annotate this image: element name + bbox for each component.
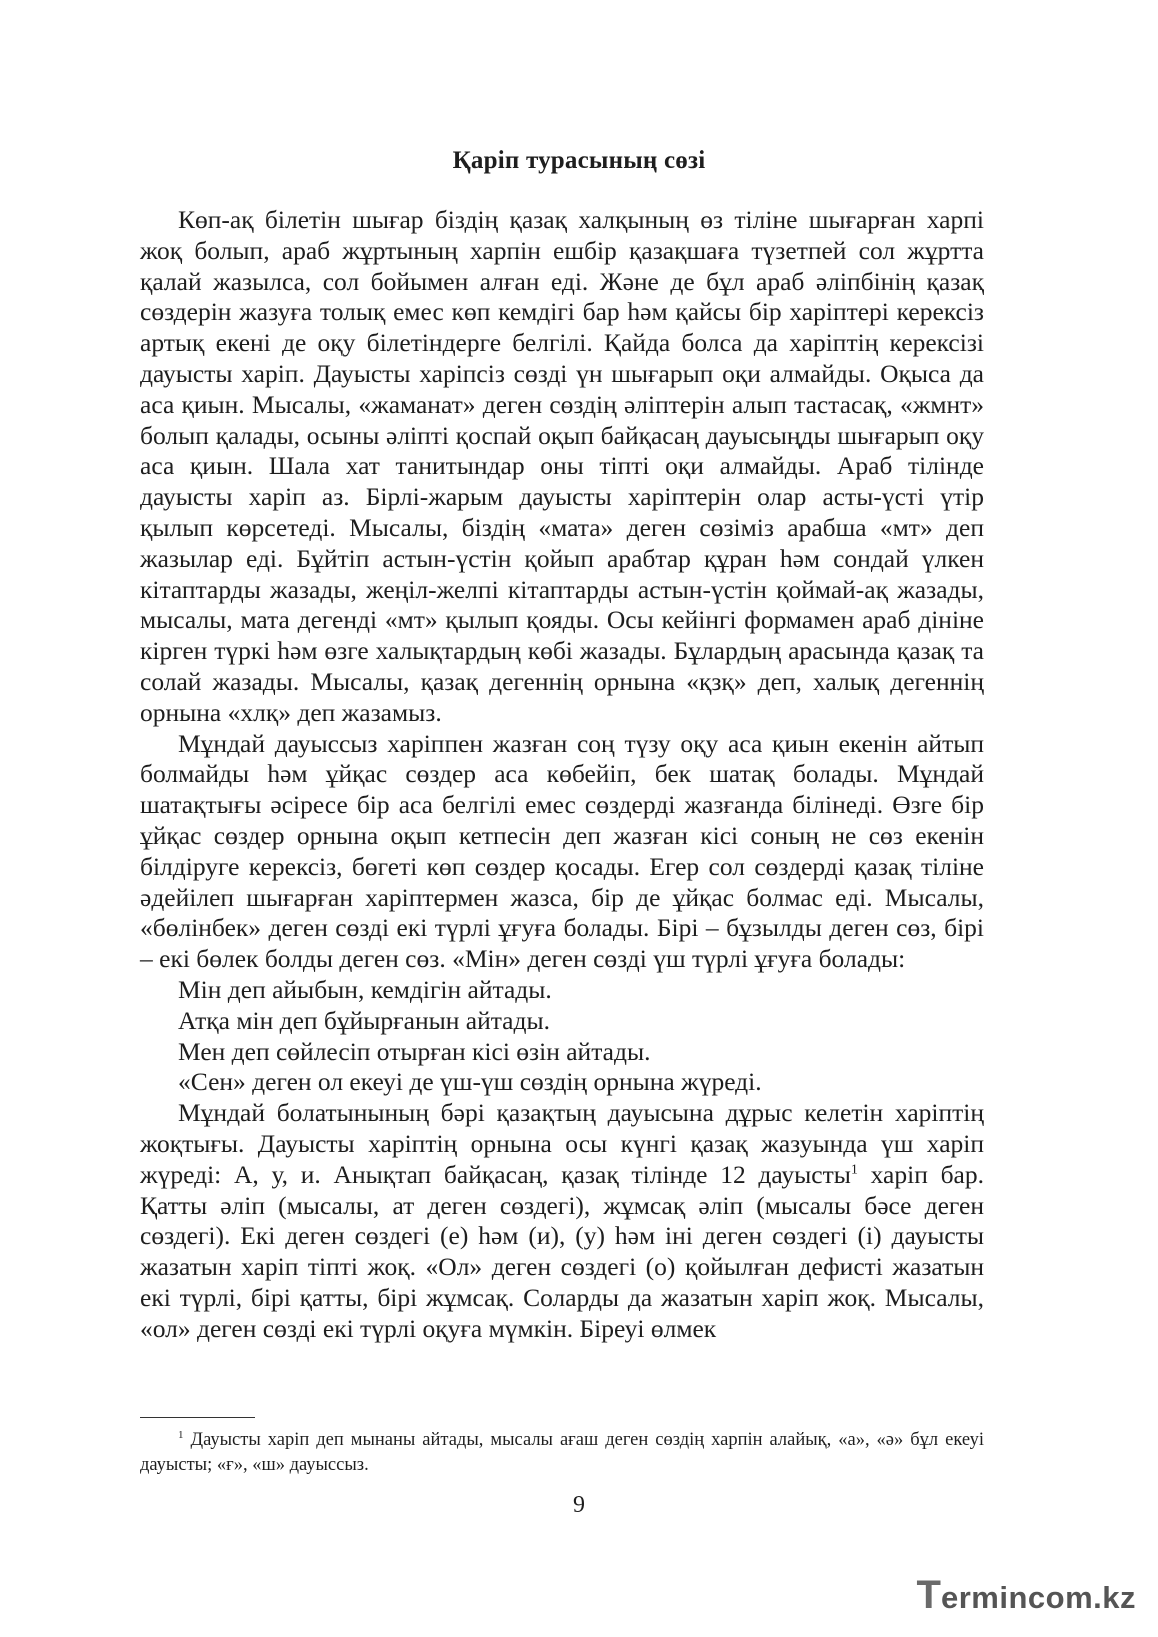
paragraph: Атқа мін деп бұйырғанын айтады. [178,1005,550,1035]
paragraph-text: харіп бар. Қатты әліп (мысалы, ат деген сөздегі), жұмсақ әліп (мысалы бәсе деген сөздегі). Екі деген сөздегі (е) һәм (и), (у) һәм іні деген сөздегі (і) дауысты жазатын харіп тіпті жоқ. «Ол» деген сөздегі (о) қойылған дефисті жазатын екі түрлі, бірі қатты, бірі жұмсақ. Соларды да жазатын харіп жоқ. Мысалы, «ол» деген сөзді екі түрлі оқуға мүмкін. Біреуі өлмек [140,1159,984,1343]
paragraph-with-note [140,1098,984,1344]
page-title: Қаріп турасының сөзі [452,147,706,174]
watermark-logo [917,1573,1136,1615]
footnote [140,1428,984,1478]
paragraph-text: Мұндай болатынының бәрі қазақтың дауысына дұрыс келетін харіптің жоқтығы. Дауысты харіптің орнына осы күнгі қазақ жазуында үш харіп жүреді: А, у, и. Анықтап байқасаң, қазақ тілінде 12 дауысты [140,1098,984,1189]
paragraph: Мін деп айыбын, кемдігін айтады. [178,974,552,1004]
footnote-divider [140,1417,255,1418]
paragraph: Мен деп сөйлесіп отырған кісі өзін айтады. [178,1036,651,1066]
paragraph: Көп-ақ білетін шығар біздің қазақ халқының өз тіліне шығарған харпі жоқ болып, араб жұртының харпін ешбір қазақшаға түзетпей сол жұртта қалай жазылса, сол бойымен алған еді. Және де бұл араб әліпбінің қазақ сөздерін жазуға толық емес көп кемдігі бар һәм қайсы бір харіптері керексіз артық екені де оқу білетіндерге белгілі. Қайда болса да харіптің керексізі дауысты харіп. Дауысты харіпсіз сөзді үн шығарып оқи алмайды. Оқыса да аса қиын. Мысалы, «жаманат» деген сөздің әліптерін алып тастасақ, «жмнт» болып қалады, осыны әліпті қоспай оқып байқасаң дауысыңды шығарып оқу аса қиын. Шала хат танитындар оны тіпті оқи алмайды. Араб тілінде дауысты харіп аз. Бірлі-жарым дауысты харіптерін олар асты-үсті үтір қылып көрсетеді. Мысалы, біздің «мата» деген сөзіміз арабша «мт» деп жазылар еді. Бұйтіп астын-үстін қойып арабтар құран һәм сондай үлкен кітаптарды жазады, жеңіл-желпі кітаптарды астын-үстін қоймай-ақ жазады, мысалы, мата дегенді «мт» қылып қояды. Осы кейінгі формамен араб дініне кірген түркі һәм өзге халықтардың көбі жазады. Бұлардың арасында қазақ та солай жазады. Мысалы, қазақ дегеннің орнына «қзқ» деп, халық дегеннің орнына «хлқ» деп жазамыз. [140,205,984,727]
footnote-body: Дауысты харіп деп мынаны айтады, мысалы ағаш деген сөздің харпін алайық, «а», «ә» бұл екеуі дауысты; «ғ», «ш» дауыссыз. [140,1430,984,1475]
footnote-marker: 1 [178,1428,184,1441]
page-number: 9 [573,1492,585,1518]
footnote-reference[interactable]: 1 [850,1162,858,1178]
paragraph: «Сен» деген ол екеуі де үш-үш сөздің орнына жүреді. [178,1067,762,1097]
watermark-text: ermincom.kz [940,1580,1136,1615]
footnote-text [140,1428,984,1478]
body-text [140,205,984,1344]
paragraph: Мұндай дауыссыз харіппен жазған соң түзу оқу аса қиын екенін айтып болмайды һәм ұйқас сөздер аса көбейіп, бек шатақ болады. Мұндай шатақтығы әсіресе бір аса белгілі емес сөздерді жазғанда білінеді. Өзге бір ұйқас сөздер орнына оқып кетпесін деп жазған кісі соның не сөз екенін білдіруге керексіз, бөгеті көп сөздер қосады. Егер сол сөздерді қазақ тіліне әдейілеп шығарған харіптермен жазса, бір де ұйқас болмас еді. Мысалы, «бөлінбек» деген сөзді екі түрлі ұғуға болады. Бірі – бұзылды деген сөз, бірі – екі бөлек болды деген сөз. «Мін» деген сөзді үш түрлі ұғуға болады: [140,728,984,974]
watermark-initial: T [916,1573,941,1617]
